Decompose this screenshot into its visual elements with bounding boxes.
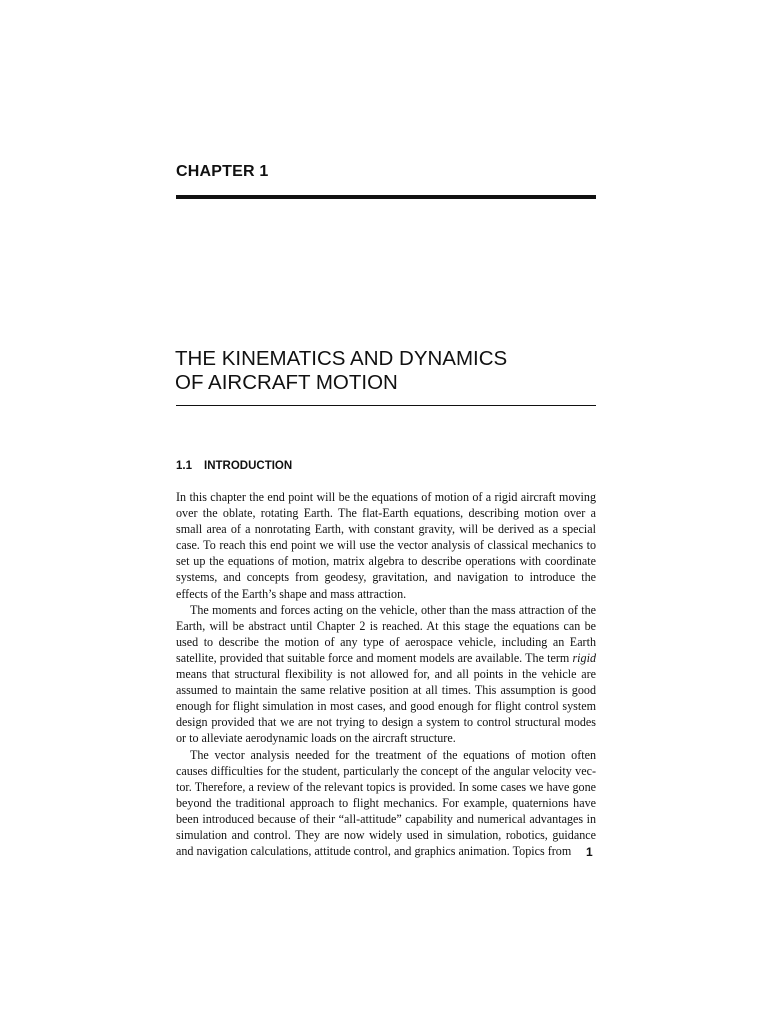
- title-rule: [176, 405, 596, 406]
- chapter-rule: [176, 195, 596, 199]
- paragraph-2-part-1: The moments and forces acting on the vehicle, other than the mass attraction of the Earth, will be abstract until Chapter 2 is reached. At this stage the equations can be used to describe the motion of any type of aerospace vehicle, including an Earth satellite, provided that suitable force and moment models are available. The term: [176, 602, 596, 665]
- chapter-title-line-1: THE KINEMATICS AND DYNAMICS: [175, 347, 508, 370]
- paragraph-3: The vector analysis needed for the treatment of the equations of motion often causes difficulties for the student, particularly the concept of the angular velocity vector. Therefore, a review of the relevant topics is provided. In some cases we have gone beyond the traditional approach to flight mechanics. For example, quaternions have been introduced because of their “all-attitude” capability and numerical advantages in simulation and control. They are now widely used in simulation, robotics, guidance and navigation calculations, attitude control, and graphics animation. Topics from: [176, 747, 596, 859]
- paragraph-2: [176, 602, 596, 747]
- chapter-title: [175, 347, 595, 395]
- paragraph-1: In this chapter the end point will be the equations of motion of a rigid aircraft moving over the oblate, rotating Earth. The flat-Earth equations, describing motion over a small area of a nonrotating Earth, with constant gravity, will be derived as a special case. To reach this end point we will use the vector analysis of classical mechanics to set up the equations of motion, matrix algebra to describe operations with coordinate systems, and concepts from geodesy, gravitation, and navigation to introduce the effects of the Earth’s shape and mass attraction.: [176, 490, 596, 601]
- chapter-label: CHAPTER 1: [176, 163, 269, 180]
- term-rigid: rigid: [572, 650, 596, 665]
- body-text: [176, 489, 596, 859]
- section-heading: [176, 460, 292, 472]
- page-number: 1: [586, 845, 593, 859]
- paragraph-2-part-2: means that structural flexibility is not allowed for, and all points in the vehicle are assumed to maintain the same relative position at all times. This assumption is good enough for flight simulation in most cases, and good enough for flight control system design provided that we are not trying to design a system to control structural modes or to alleviate aerodynamic loads on the aircraft structure.: [176, 667, 596, 746]
- chapter-title-line-2: OF AIRCRAFT MOTION: [175, 371, 398, 394]
- section-title: INTRODUCTION: [204, 460, 293, 472]
- section-number: 1.1: [176, 460, 192, 472]
